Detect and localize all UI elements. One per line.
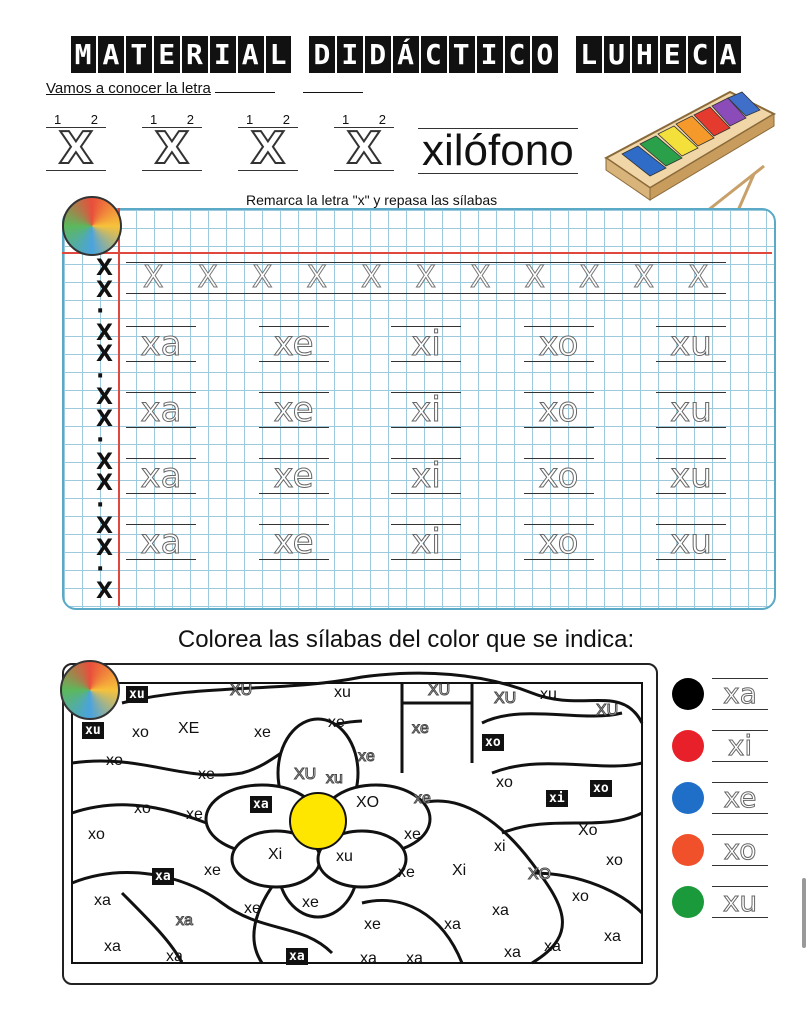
syllable: xu bbox=[656, 524, 726, 560]
title-letter-box: O bbox=[532, 36, 558, 73]
demo-letter: X bbox=[334, 127, 394, 171]
syllable: xa bbox=[126, 326, 196, 362]
color-key-syllable: xi bbox=[712, 730, 768, 762]
title-letter-box: U bbox=[604, 36, 630, 73]
color-word: xe bbox=[358, 748, 375, 765]
color-word: XU bbox=[294, 766, 317, 783]
syllable: xa bbox=[126, 458, 196, 494]
color-word: xu bbox=[334, 684, 351, 701]
syllable-row bbox=[126, 326, 726, 362]
title-letter-box: L bbox=[266, 36, 292, 73]
intro-line bbox=[46, 80, 363, 97]
column-letter: X bbox=[96, 385, 113, 410]
demo-letter-group bbox=[46, 112, 106, 174]
color-word: XO bbox=[356, 794, 380, 811]
title-word bbox=[575, 36, 742, 73]
trace-letter: X bbox=[399, 262, 454, 294]
color-word: xo bbox=[132, 724, 149, 741]
color-word: xo bbox=[134, 800, 151, 817]
syllable: xo bbox=[524, 458, 594, 494]
title-word bbox=[308, 36, 559, 73]
color-word: xe bbox=[398, 864, 415, 881]
demo-letter: X bbox=[46, 127, 106, 171]
column-letter: X bbox=[96, 277, 113, 303]
title-letter-box: A bbox=[238, 36, 264, 73]
syllable: xu bbox=[656, 392, 726, 428]
demo-letter-group bbox=[238, 112, 298, 174]
color-word: xu bbox=[540, 686, 557, 703]
scrollbar[interactable] bbox=[802, 878, 806, 948]
color-word: xe bbox=[414, 790, 431, 807]
column-letter: X bbox=[96, 535, 113, 561]
stroke-number: 1 bbox=[246, 112, 254, 127]
color-word: xa bbox=[544, 938, 561, 955]
color-word: xo bbox=[496, 774, 513, 791]
color-word: xe bbox=[404, 826, 421, 843]
stroke-number: 1 bbox=[150, 112, 158, 127]
title-letter-box: A bbox=[716, 36, 742, 73]
color-key-syllable: xu bbox=[712, 886, 768, 918]
color-word: xa bbox=[492, 902, 509, 919]
syllable: xu bbox=[656, 458, 726, 494]
color-word: XU bbox=[494, 690, 517, 707]
color-word: Xo bbox=[578, 822, 598, 839]
logo-badge-bottom bbox=[60, 660, 120, 720]
coloring-picture bbox=[62, 663, 658, 985]
color-word: xa bbox=[152, 868, 174, 885]
trace-letter: X bbox=[617, 262, 672, 294]
flower-center bbox=[290, 793, 346, 849]
title-letter-box: I bbox=[337, 36, 363, 73]
column-letter: X bbox=[96, 471, 113, 496]
color-word: Xi bbox=[268, 846, 283, 863]
syllable: xa bbox=[126, 524, 196, 560]
color-word: xo bbox=[572, 888, 589, 905]
trace-letter: X bbox=[235, 262, 290, 294]
color-word: xo bbox=[606, 852, 623, 869]
title-letter-box: L bbox=[576, 36, 602, 73]
syllable: xu bbox=[656, 326, 726, 362]
demo-letter: X bbox=[238, 127, 298, 171]
column-letter: X bbox=[96, 406, 113, 432]
syllable: xi bbox=[391, 392, 461, 428]
color-word: XU bbox=[230, 682, 253, 699]
color-word: xo bbox=[88, 826, 105, 843]
demo-letter-group bbox=[334, 112, 394, 174]
grid-red-margin-vertical bbox=[118, 208, 120, 606]
column-letter: X bbox=[96, 342, 113, 367]
color-word: xe bbox=[412, 720, 429, 737]
title-letter-box: A bbox=[98, 36, 124, 73]
title-letter-box: D bbox=[309, 36, 335, 73]
color-word: xe bbox=[204, 862, 221, 879]
color-word: xa bbox=[504, 944, 521, 961]
intro-text: Vamos a conocer la letra bbox=[46, 80, 211, 97]
title-letter-box: T bbox=[449, 36, 475, 73]
column-letter: · bbox=[96, 299, 105, 324]
trace-letter: X bbox=[562, 262, 617, 294]
word-xilofono: xilófono bbox=[418, 128, 578, 174]
color-word: xu bbox=[82, 722, 104, 739]
color-word: xa bbox=[604, 928, 621, 945]
color-word: xa bbox=[250, 796, 272, 813]
syllable: xi bbox=[391, 458, 461, 494]
column-letter: · bbox=[96, 363, 105, 389]
trace-instruction: Remarca la letra "x" y repasa las sílabas bbox=[246, 192, 498, 208]
color-word: xa bbox=[444, 916, 461, 933]
syllable: xi bbox=[391, 326, 461, 362]
title-letter-box: C bbox=[421, 36, 447, 73]
title-letter-box: I bbox=[477, 36, 503, 73]
syllable: xe bbox=[259, 326, 329, 362]
color-word: xo bbox=[590, 780, 612, 797]
page-title bbox=[0, 36, 812, 73]
trace-letter: X bbox=[344, 262, 399, 294]
column-letter: · bbox=[96, 492, 105, 518]
color-key-syllable: xa bbox=[712, 678, 768, 710]
title-letter-box: C bbox=[688, 36, 714, 73]
syllable: xo bbox=[524, 392, 594, 428]
syllable: xi bbox=[391, 524, 461, 560]
column-letter: X bbox=[96, 320, 113, 346]
syllable-row bbox=[126, 458, 726, 494]
syllable: xo bbox=[524, 524, 594, 560]
title-letter-box: M bbox=[71, 36, 97, 73]
color-word: xe bbox=[254, 724, 271, 741]
stroke-number: 2 bbox=[378, 112, 386, 127]
syllable-row bbox=[126, 392, 726, 428]
color-dot bbox=[672, 678, 704, 710]
color-word: xe bbox=[364, 916, 381, 933]
color-dot bbox=[672, 886, 704, 918]
color-word: xa bbox=[104, 938, 121, 955]
title-letter-box: E bbox=[154, 36, 180, 73]
title-letter-box: T bbox=[126, 36, 152, 73]
trace-row-letters bbox=[126, 262, 726, 294]
syllable: xo bbox=[524, 326, 594, 362]
syllable: xe bbox=[259, 458, 329, 494]
grid-red-margin-horizontal bbox=[62, 252, 772, 254]
color-word: xa bbox=[406, 950, 423, 967]
stroke-number: 2 bbox=[186, 112, 194, 127]
column-letter: X bbox=[96, 449, 113, 475]
demo-letter-group bbox=[142, 112, 202, 174]
trace-letter: X bbox=[126, 262, 181, 294]
color-word: xi bbox=[494, 838, 506, 855]
color-word: XO bbox=[528, 866, 552, 883]
column-letter: · bbox=[96, 557, 105, 582]
color-word: xo bbox=[106, 752, 123, 769]
column-letter: · bbox=[96, 428, 105, 453]
color-word: XU bbox=[596, 702, 619, 719]
color-word: xe bbox=[244, 900, 261, 917]
syllable-row bbox=[126, 524, 726, 560]
stroke-number: 2 bbox=[282, 112, 290, 127]
color-word: xa bbox=[360, 950, 377, 967]
title-word bbox=[70, 36, 293, 73]
color-word: XU bbox=[428, 682, 451, 699]
trace-letter: X bbox=[508, 262, 563, 294]
column-letter: X bbox=[96, 256, 113, 281]
title-letter-box: D bbox=[365, 36, 391, 73]
logo-badge-top bbox=[62, 196, 122, 256]
trace-letter: X bbox=[181, 262, 236, 294]
title-letter-box: I bbox=[210, 36, 236, 73]
trace-letter: X bbox=[290, 262, 345, 294]
title-letter-box: Á bbox=[393, 36, 419, 73]
stroke-number: 1 bbox=[342, 112, 350, 127]
stroke-number: 2 bbox=[90, 112, 98, 127]
color-dot bbox=[672, 730, 704, 762]
color-word: xe bbox=[198, 766, 215, 783]
color-key-syllable: xo bbox=[712, 834, 768, 866]
color-word: xi bbox=[546, 790, 568, 807]
color-word: xe bbox=[186, 806, 203, 823]
syllable: xa bbox=[126, 392, 196, 428]
title-letter-box: E bbox=[660, 36, 686, 73]
color-word: xe bbox=[302, 894, 319, 911]
color-word: Xi bbox=[452, 862, 467, 879]
color-instruction: Colorea las sílabas del color que se indica: bbox=[177, 626, 635, 653]
color-word: xa bbox=[166, 948, 183, 965]
syllable: xe bbox=[259, 392, 329, 428]
color-key-syllable: xe bbox=[712, 782, 768, 814]
demo-letter: X bbox=[142, 127, 202, 171]
color-dot bbox=[672, 834, 704, 866]
trace-letter: X bbox=[453, 262, 508, 294]
intro-blank-2 bbox=[303, 80, 363, 93]
title-letter-box: C bbox=[505, 36, 531, 73]
color-word: xu bbox=[336, 848, 353, 865]
color-word: xu bbox=[126, 686, 148, 703]
syllable: xe bbox=[259, 524, 329, 560]
column-letter: X bbox=[96, 514, 113, 539]
color-word: xa bbox=[94, 892, 111, 909]
column-letter: X bbox=[96, 578, 113, 604]
color-dot bbox=[672, 782, 704, 814]
color-word: xa bbox=[176, 912, 193, 929]
color-word: xu bbox=[326, 770, 343, 787]
trace-letter: X bbox=[671, 262, 726, 294]
color-word: xo bbox=[482, 734, 504, 751]
intro-blank bbox=[215, 80, 275, 93]
color-word: xa bbox=[286, 948, 308, 965]
title-letter-box: R bbox=[182, 36, 208, 73]
color-word: xe bbox=[328, 714, 345, 731]
title-letter-box: H bbox=[632, 36, 658, 73]
color-word: XE bbox=[178, 720, 200, 737]
stroke-number: 1 bbox=[54, 112, 62, 127]
